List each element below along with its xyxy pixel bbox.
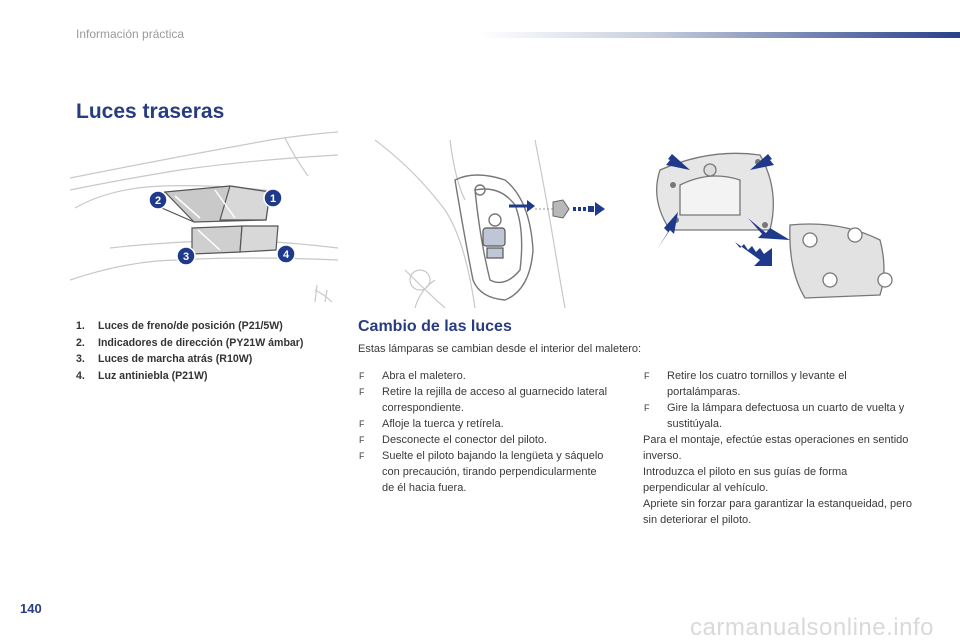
legend-item: 1. Luces de freno/de posición (P21/5W) — [76, 320, 283, 332]
page-number: 140 — [20, 601, 42, 616]
bullet-icon: F — [359, 419, 365, 429]
steps-column-1 — [358, 368, 608, 496]
callout-2: 2 — [154, 195, 162, 207]
paragraph: Para el montaje, efectúe estas operaciones en sentido inverso. — [643, 434, 909, 462]
callout-1: 1 — [269, 193, 277, 205]
bullet-icon: F — [644, 371, 650, 381]
callout-4: 4 — [282, 249, 290, 261]
bullet-icon: F — [359, 387, 365, 397]
subsection-title: Cambio de las luces — [358, 318, 512, 335]
watermark: carmanualsonline.info — [690, 614, 934, 641]
bullet-icon: F — [359, 435, 365, 445]
header-gradient-bar — [480, 32, 960, 38]
bullet-icon: F — [359, 451, 365, 461]
trunk-nut-illustration — [355, 130, 620, 310]
bullet-icon: F — [644, 403, 650, 413]
step-item: F Desconecte el conector del piloto. — [359, 434, 548, 446]
lamp-unit-illustration — [640, 130, 915, 310]
callout-3: 3 — [182, 251, 190, 263]
step-item: F Retire la rejilla de acceso al guarnecido lateral correspondiente. — [359, 386, 608, 414]
paragraph: Apriete sin forzar para garantizar la estanqueidad, pero sin deteriorar el piloto. — [643, 498, 913, 526]
paragraph: Introduzca el piloto en sus guías de forma perpendicular al vehículo. — [643, 466, 848, 494]
rear-lights-illustration — [70, 130, 340, 310]
legend-item: 2. Indicadores de dirección (PY21W ámbar) — [76, 336, 304, 349]
page-title: Luces traseras — [76, 100, 225, 123]
step-item: F Gire la lámpara defectuosa un cuarto de vuelta y sustitúyala. — [644, 402, 905, 430]
bullet-icon: F — [359, 371, 365, 381]
steps-column-2 — [643, 368, 913, 528]
step-item: F Abra el maletero. — [359, 370, 466, 382]
legend-item: 3. Luces de marcha atrás (R10W) — [76, 353, 253, 365]
legend-item: 4. Luz antiniebla (P21W) — [76, 369, 208, 382]
step-item: F Suelte el piloto bajando la lengüeta y sáquelo con precaución, tirando perpendicularmente de él hacia fuera. — [359, 450, 604, 494]
subsection-intro: Estas lámparas se cambian desde el interior del maletero: — [358, 343, 642, 355]
section-header: Información práctica — [76, 27, 185, 41]
legend-list — [76, 318, 303, 384]
step-item: F Retire los cuatro tornillos y levante el portalámparas. — [644, 370, 847, 398]
step-item: F Afloje la tuerca y retírela. — [359, 418, 504, 430]
